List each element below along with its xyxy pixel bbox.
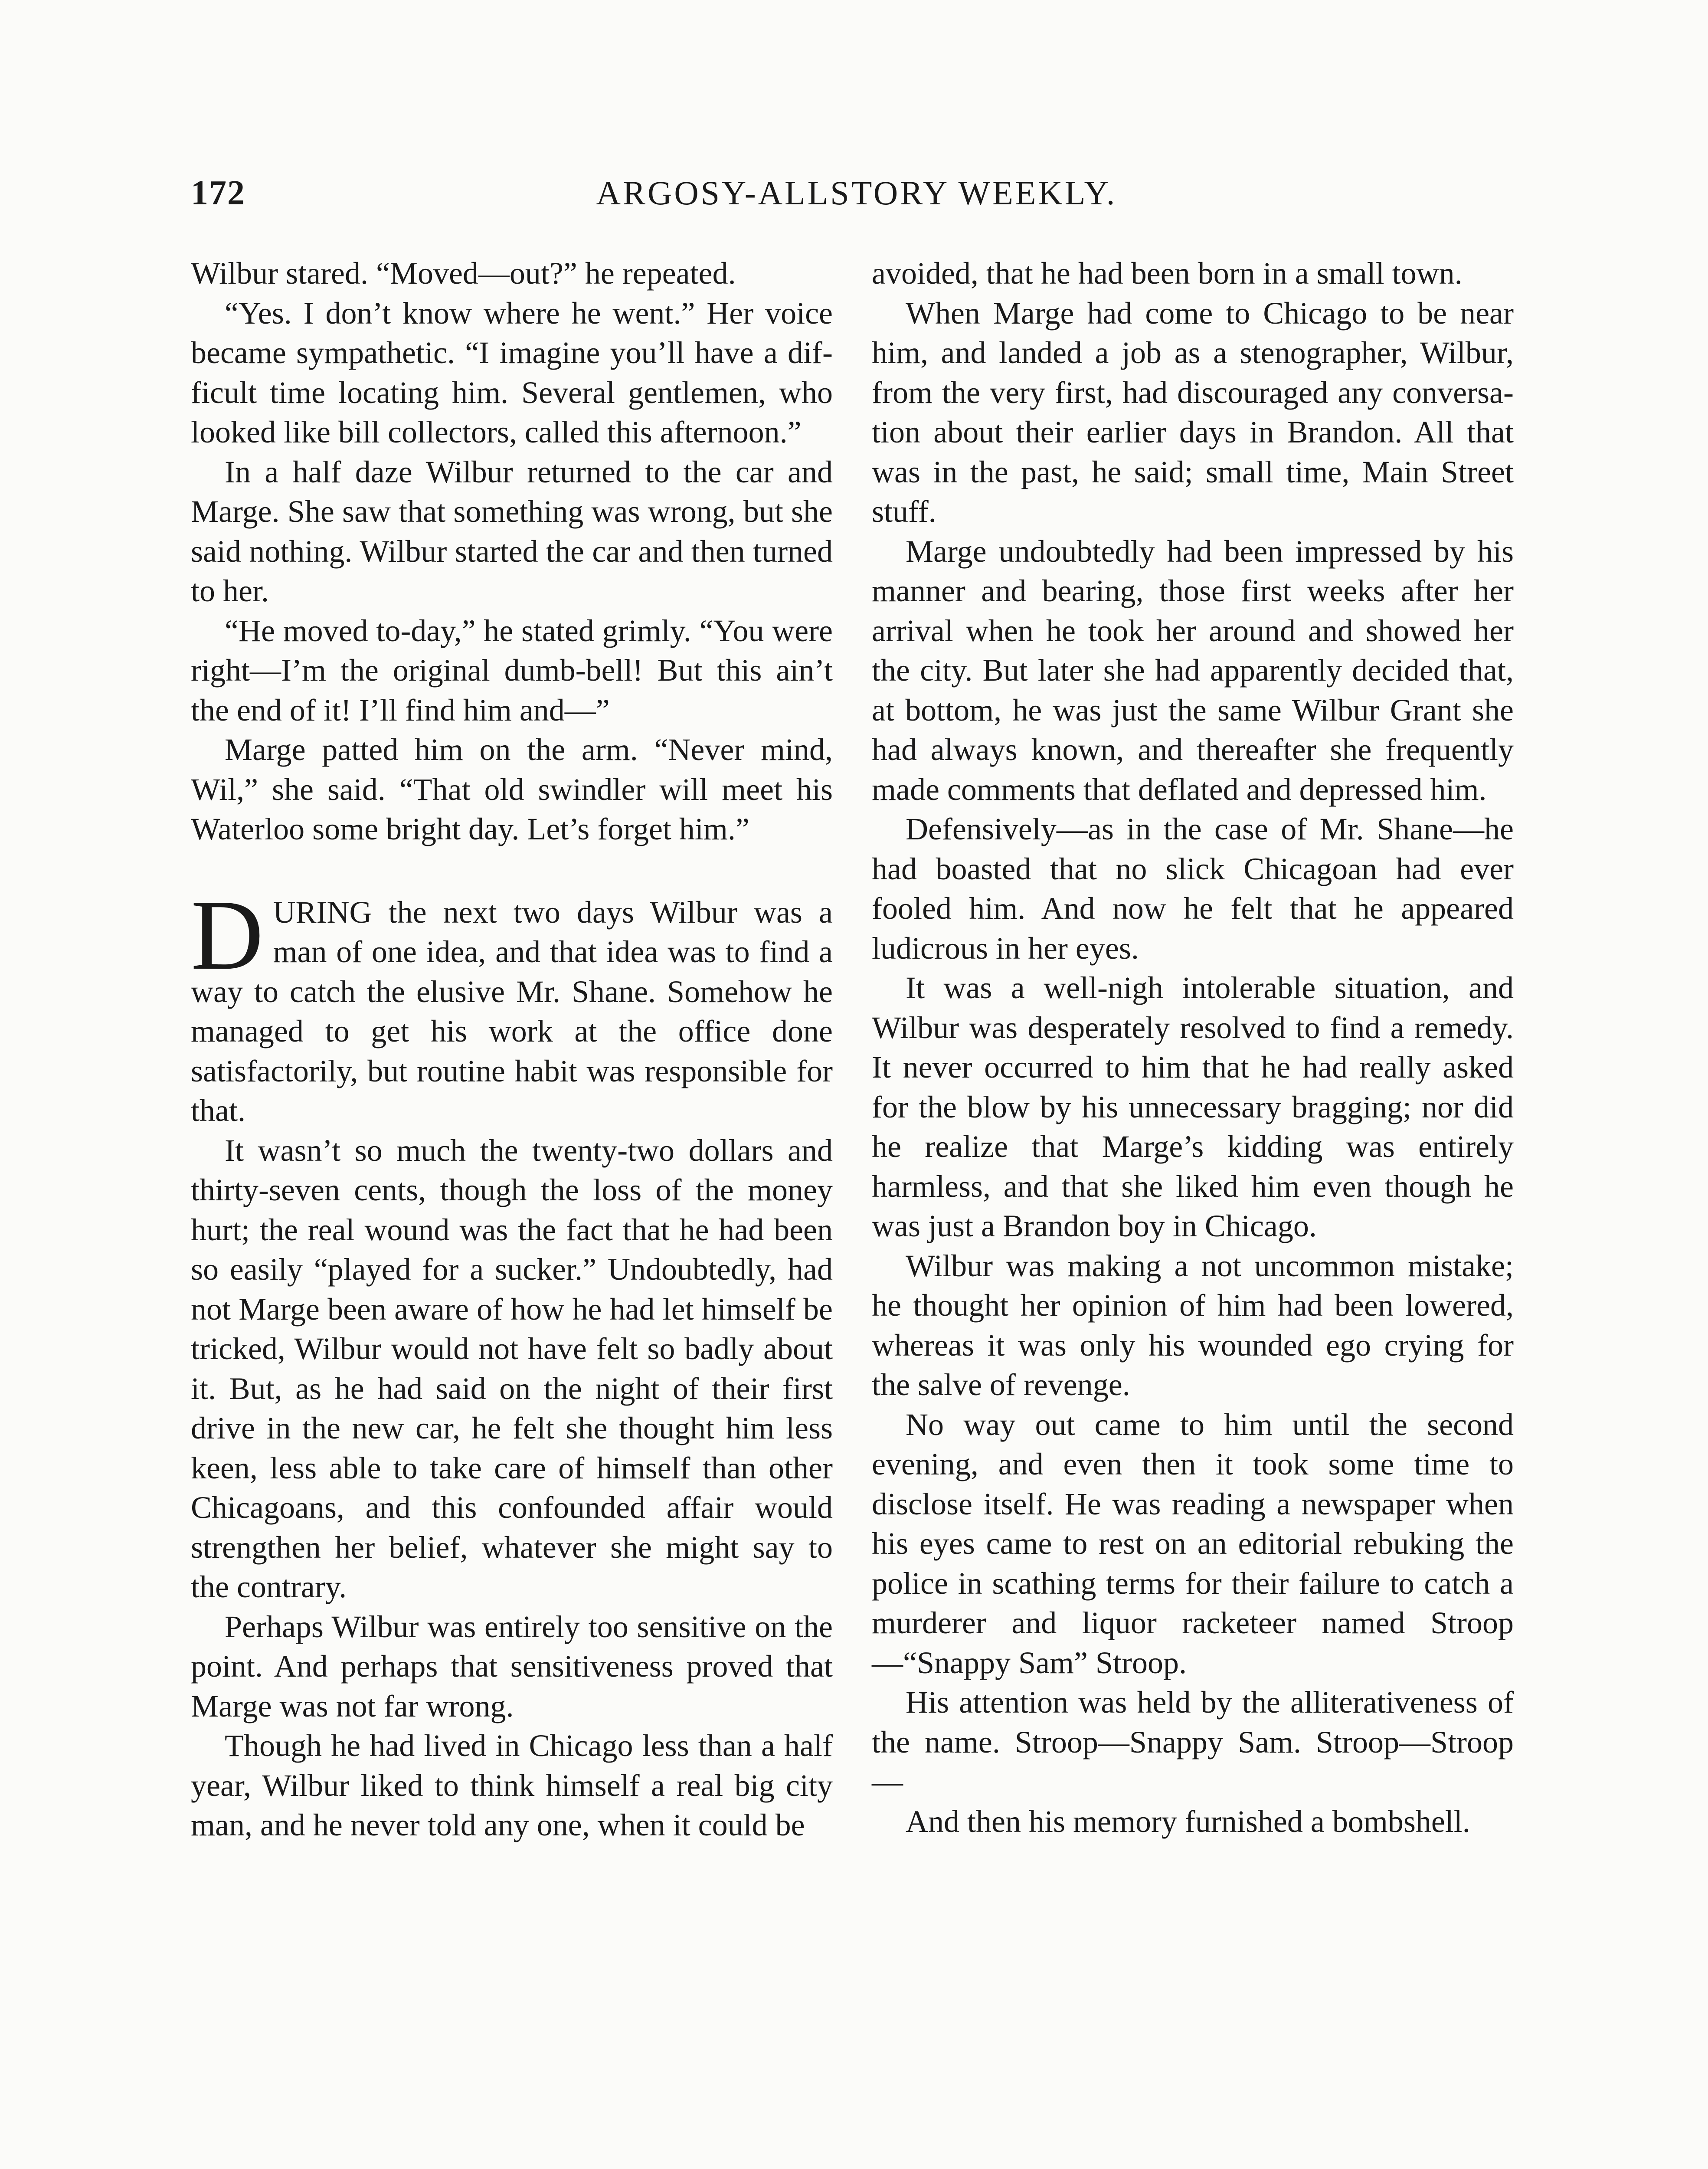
paragraph: avoided, that he had been born in a small town. [872,256,1463,291]
paragraph: In a half daze Wilbur returned to the car and Marge. She saw that something was wrong, but she said nothing. Wilbur started the car and then turned to her. [191,454,833,608]
paragraph: “Yes. I don’t know where he went.” Her voice became sympathetic. “I imagine you’ll have a difficult time locating him. Several gentlemen, who looked like bill collectors, called this afternoon.” [191,295,833,449]
paragraph: Though he had lived in Chicago less than a half year, Wilbur liked to think himself a real big city man, and he never told any one, when it could be [191,1728,833,1842]
paragraph: His attention was held by the alliterativeness of the name. Stroop—Snappy Sam. Stroop—Stroop— [872,1685,1514,1799]
paragraph: Wilbur was making a not uncommon mistake; he thought her opinion of him had been lowered, whereas it was only his wounded ego crying for the salve of revenge. [872,1248,1514,1402]
paragraph: Marge patted him on the arm. “Never mind, Wil,” she said. “That old swindler will meet his Waterloo some bright day. Let’s forget him.” [191,732,833,846]
page-header [191,174,1522,221]
paragraph: It wasn’t so much the twenty-two dollars and thirty-seven cents, though the loss of the money hurt; the real wound was the fact that he had been so easily “played for a sucker.” Undoubtedly, had not Marge been aware of how he had let himself be tricked, Wilbur would not have felt so badly about it. But, as he had said on the night of their first drive in the new car, he felt she thought him less keen, less able to take care of himself than other Chicagoans, and this confounded affair would strengthen her belief, whatever she might say to the contrary. [191,1133,833,1604]
drop-cap: D [191,879,264,991]
paragraph: Perhaps Wilbur was entirely too sensitive on the point. And perhaps that sensitiveness proved that Marge was not far wrong. [191,1609,833,1723]
paragraph: Marge undoubtedly had been impressed by his manner and bearing, those first weeks after her arrival when he took her around and showed her the city. But later she had apparently decided that, at bottom, he was just the same Wilbur Grant she had always known, and thereafter she frequently made comments that deflated and depressed him. [872,534,1514,807]
right-column [872,254,1514,1841]
paragraph: Defensively—as in the case of Mr. Shane—he had boasted that no slick Chicagoan had ever fooled him. And now he felt that he appeared ludicrous in her eyes. [872,812,1514,966]
left-column [191,254,833,1845]
paragraph: And then his memory furnished a bombshell. [906,1804,1470,1839]
section-opening-paragraph [191,879,833,1131]
paragraph: Wilbur stared. “Moved—out?” he repeated. [191,256,736,291]
paragraph: When Marge had come to Chicago to be near him, and landed a job as a stenographer, Wilbur, from the very first, had discouraged any conversation about their earlier days in Brandon. All that was in the past, he said; small time, Main Street stuff. [872,295,1514,529]
page-number: 172 [191,174,245,212]
running-head: ARGOSY-ALLSTORY WEEKLY. [596,174,1117,212]
paragraph: It was a well-nigh intolerable situation, and Wilbur was desperately resolved to find a remedy. It never occurred to him that he had really asked for the blow by his unnecessary bragging; nor did he realize that Marge’s kidding was entirely harmless, and that she liked him even though he was just a Brandon boy in Chicago. [872,970,1514,1243]
paragraph: “He moved to-day,” he stated grimly. “You were right—I’m the original dumb-bell! But this ain’t the end of it! I’ll find him and—” [191,613,833,727]
paragraph-text: URING the next two days Wilbur was a man of one idea, and that idea was to find a way to catch the elusive Mr. Shane. Somehow he managed to get his work at the office done satisfactorily, but routine habit was responsible for that. [191,894,833,1128]
paragraph: No way out came to him until the second evening, and even then it took some time to disclose itself. He was reading a newspaper when his eyes came to rest on an editorial rebuking the police in scathing terms for their failure to catch a murderer and liquor racketeer named Stroop—“Snappy Sam” Stroop. [872,1407,1514,1680]
